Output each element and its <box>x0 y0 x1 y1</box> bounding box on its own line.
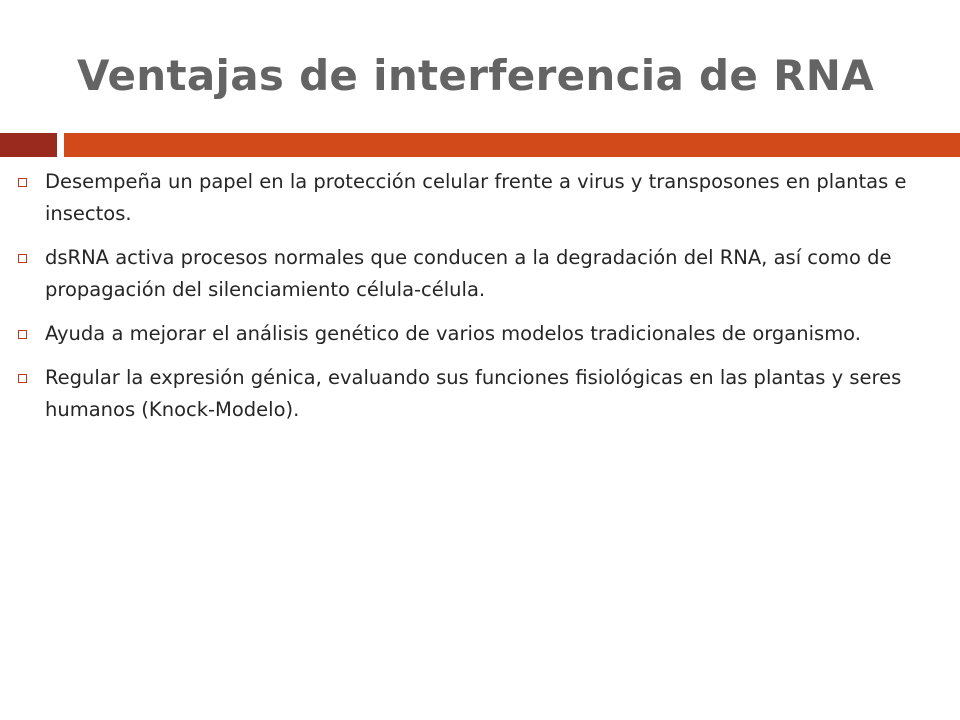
hollow-square-icon <box>18 330 27 339</box>
bullet-item <box>18 242 958 306</box>
bullet-item <box>18 362 958 426</box>
bullet-text: dsRNA activa procesos normales que conducen a la degradación del RNA, así como de propagación del silenciamiento célula-célula. <box>45 246 892 301</box>
bullet-text: Regular la expresión génica, evaluando sus funciones fisiológicas en las plantas y seres humanos (Knock-Modelo). <box>45 366 902 421</box>
accent-bar-right <box>64 133 960 157</box>
hollow-square-icon <box>18 178 27 187</box>
bullet-item <box>18 318 958 350</box>
bullet-text: Desempeña un papel en la protección celular frente a virus y transposones en plantas e insectos. <box>45 170 907 225</box>
hollow-square-icon <box>18 254 27 263</box>
bullet-item <box>18 166 958 230</box>
accent-bar-left <box>0 133 57 157</box>
bullet-text: Ayuda a mejorar el análisis genético de varios modelos tradicionales de organismo. <box>45 322 861 345</box>
slide-title: Ventajas de interferencia de RNA <box>77 51 874 100</box>
bullet-list <box>18 166 958 438</box>
hollow-square-icon <box>18 374 27 383</box>
